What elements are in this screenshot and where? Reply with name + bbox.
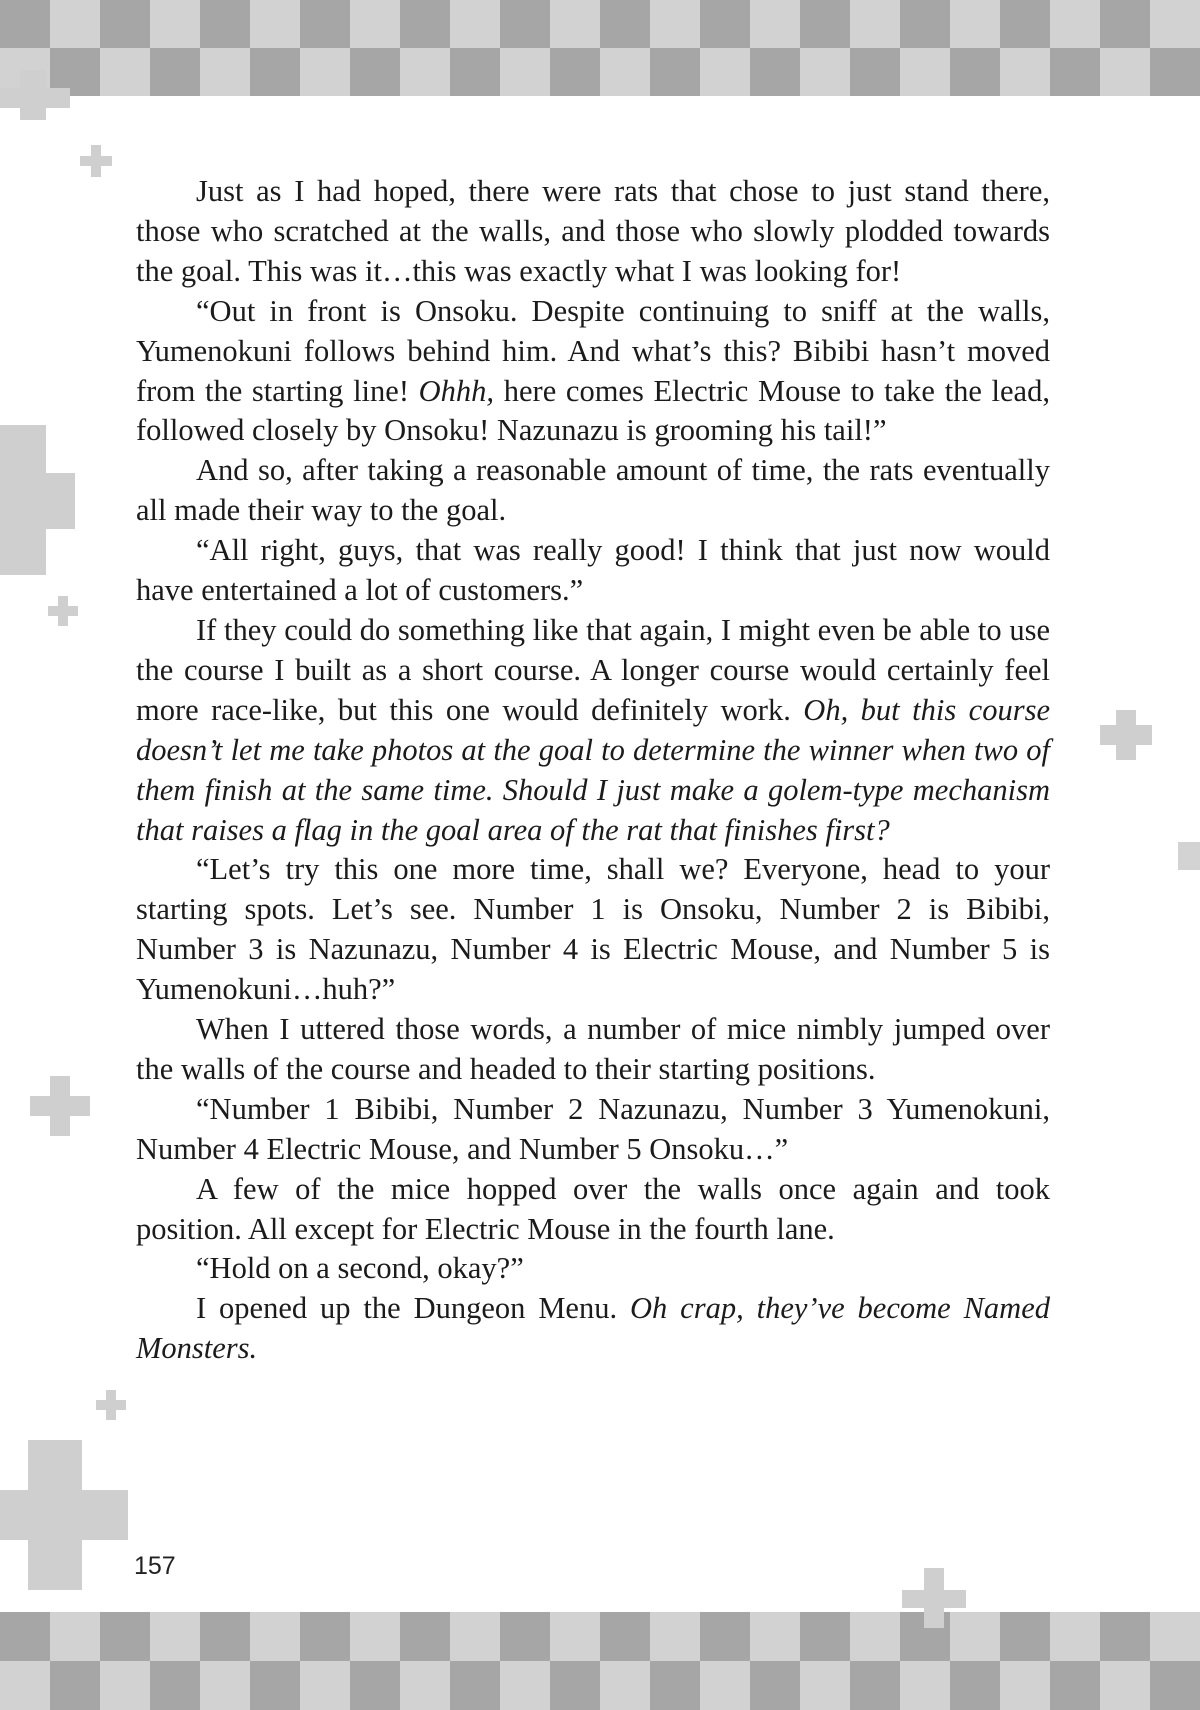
text-run: And so, after taking a reasonable amount of time, the rats eventually all made their way to the goal. (136, 453, 1050, 528)
paragraph (136, 1289, 1050, 1369)
checker-row (0, 0, 1200, 48)
text-run: “Out in front is Onsoku. Despite continuing to sniff at the walls, Yumenokuni follows behind him. And what’s this? Bibibi hasn’t moved from the starting line! (136, 293, 1050, 408)
sparkle-icon (96, 1390, 126, 1420)
paragraph (136, 1249, 1050, 1289)
sparkle-icon (30, 1076, 90, 1136)
top-checker-border (0, 0, 1200, 96)
checker-row (0, 1661, 1200, 1710)
paragraph (136, 292, 1050, 452)
text-run: “All right, guys, that was really good! I think that just now would have entertained a lot of customers.” (136, 533, 1050, 608)
paragraph (136, 850, 1050, 1010)
body-text (136, 172, 1050, 1369)
text-run: When I uttered those words, a number of mice nimbly jumped over the walls of the course and headed to their starting positions. (136, 1012, 1050, 1086)
pixel-block (1178, 842, 1200, 870)
sparkle-icon (48, 596, 78, 626)
text-run: I opened up the Dungeon Menu. (196, 1291, 630, 1326)
sparkle-icon (0, 1440, 128, 1590)
paragraph (136, 1010, 1050, 1090)
sparkle-icon (0, 70, 80, 120)
text-run: Just as I had hoped, there were rats that chose to just stand there, those who scratched at the walls, and those who slowly plodded towards the goal. This was it…this was exactly what I was looking for! (136, 174, 1050, 288)
sparkle-icon (0, 425, 75, 575)
paragraph (136, 451, 1050, 531)
sparkle-icon (1100, 710, 1152, 760)
bottom-checker-border (0, 1612, 1200, 1710)
italic-text: Oh crap, they’ve become Named Monsters. (136, 1291, 1050, 1366)
text-run: “Hold on a second, okay?” (196, 1251, 524, 1286)
checker-row (0, 48, 1200, 96)
italic-text: Ohhh, (418, 373, 495, 408)
paragraph (136, 1090, 1050, 1170)
checker-row (0, 1612, 1200, 1661)
paragraph (136, 172, 1050, 292)
text-run: A few of the mice hopped over the walls once again and took position. All except for Electric Mouse in the fourth lane. (136, 1171, 1050, 1246)
text-run: “Number 1 Bibibi, Number 2 Nazunazu, Number 3 Yumenokuni, Number 4 Electric Mouse, and Number 5 Onsoku…” (136, 1091, 1050, 1166)
text-run: here comes Electric Mouse to take the lead, followed closely by Onsoku! Nazunazu is grooming his tail!” (136, 373, 1050, 448)
page-number: 157 (134, 1552, 176, 1580)
sparkle-icon (902, 1568, 966, 1628)
italic-text: Oh, but this course doesn’t let me take photos at the goal to determine the winner when two of them finish at the same time. Should I just make a golem-type mechanism that raises a flag in the goal area of the rat that finishes first? (136, 692, 1050, 847)
paragraph (136, 1170, 1050, 1250)
paragraph (136, 611, 1050, 850)
paragraph (136, 531, 1050, 611)
text-run: If they could do something like that again, I might even be able to use the course I built as a short course. A longer course would certainly feel more race-like, but this one would definitely work. (136, 612, 1050, 727)
text-run: “Let’s try this one more time, shall we? Everyone, head to your starting spots. Let’s see. Number 1 is Onsoku, Number 2 is Bibibi, Number 3 is Nazunazu, Number 4 is Electric Mouse, and Number 5 is Yumenokuni…huh?” (136, 852, 1050, 1007)
sparkle-icon (80, 145, 112, 177)
